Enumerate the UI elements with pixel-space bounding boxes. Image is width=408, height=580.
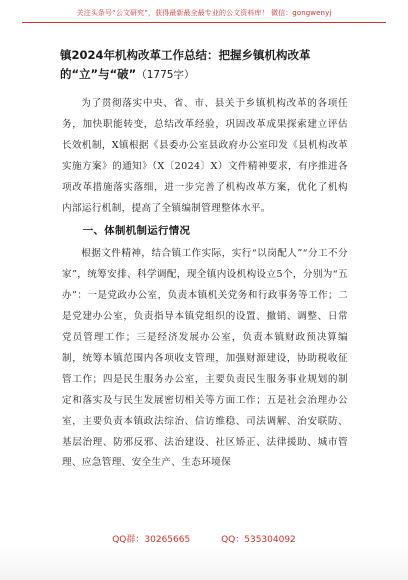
header-divider	[22, 22, 386, 23]
qq-group: QQ群：30265665	[112, 535, 191, 545]
document-body	[62, 94, 348, 474]
section-paragraph: 根据文件精神，结合镇工作实际，实行“以岗配人”“分工不分家”，统筹安排、科学调配，现全镇内设机构设立5个，分别为“五办”：一是党政办公室，负责本镇机关党务和行政事务等工作；二是党建办公室，负责指导本镇党组织的设置、撤销、调整、日常党员管理工作；三是经济发展办公室，负责本镇财政预决算编制，统筹本镇范围内各项收支管理，加强财源建设，协助税收征管工作；四是民生服务办公室，主要负责民生服务事业规划的制定和落实及与民生发展密切相关等方面工作；五是社会治理办公室，主要负责本镇政法综治、信访维稳、司法调解、治安联防、基层治理、防邪反邪、法治建设、社区矫正、法律援助、城市管理、应急管理、安全生产、生态环境保	[62, 248, 348, 469]
qq-contact: QQ：535304092	[221, 535, 296, 545]
footer-contact	[0, 532, 408, 545]
document-title	[60, 46, 360, 85]
header-banner: 关注头条号“公文研究”，获得最新最全最专业的公文资料库！ 微信：gongwenyj	[76, 9, 332, 17]
intro-paragraph: 为了贯彻落实中央、省、市、县关于乡镇机构改革的各项任务，加快职能转变，总结改革经验，巩固改革成果探索建立评估长效机制，X镇根据《县委办公室县政府办公室印发《县机构改革实施方案》的通知》（X〔2024〕X）文件精神要求，有序推进各项改革措施落实落细，进一步完善了机构改革方案，优化了机构内部运行机制，提高了全镇编制管理整体水平。	[62, 98, 348, 214]
page-bottom-shade	[0, 544, 408, 580]
section-heading: 一、体制机制运行情况	[82, 225, 191, 238]
word-count: （1775字）	[136, 69, 195, 81]
title-text: 镇2024年机构改革工作总结：把握乡镇机构改革的“立”与“破”	[60, 48, 311, 81]
